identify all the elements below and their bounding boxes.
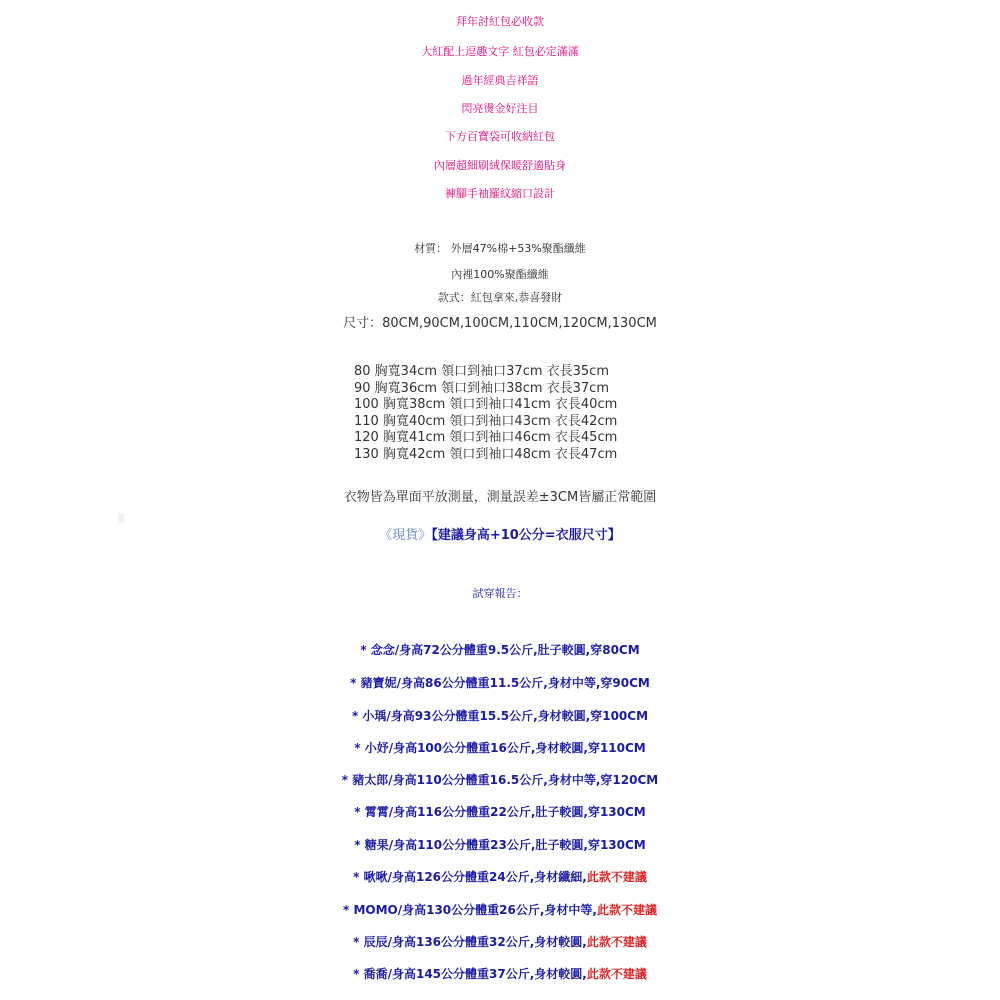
size-list: 尺寸：80CM,90CM,100CM,110CM,120CM,130CM bbox=[343, 316, 657, 331]
review-line: * 喬喬/身高145公分體重37公斤,身材較圓,此款不建議 bbox=[353, 967, 647, 981]
size-chart-row: 120 胸寬41cm 領口到袖口46cm 衣長45cm bbox=[354, 430, 618, 446]
stock-label: 《現貨》 bbox=[379, 528, 432, 543]
size-chart-row: 130 胸寬42cm 領口到袖口48cm 衣長47cm bbox=[354, 446, 618, 462]
review-line: * 念念/身高72公分體重9.5公斤,肚子較圓,穿80CM bbox=[360, 643, 640, 657]
review-line: * 豬寶妮/身高86公分體重11.5公斤,身材中等,穿90CM bbox=[350, 676, 650, 690]
review-title: 試穿報告： bbox=[472, 587, 528, 600]
feature-line: 過年經典吉祥語 bbox=[461, 74, 539, 87]
feature-line: 下方百寶袋可收納紅包 bbox=[445, 130, 555, 143]
review-line: * 小妤/身高100公分體重16公斤,身材較圓,穿110CM bbox=[354, 741, 646, 755]
review-line: * 霄霄/身高116公分體重22公斤,肚子較圓,穿130CM bbox=[354, 805, 646, 819]
not-recommended-label: 此款不建議 bbox=[586, 870, 647, 884]
material-outer: 材質： 外層47%棉+53%聚酯纖維 bbox=[414, 242, 586, 255]
feature-line: 閃亮燙金好注目 bbox=[461, 102, 539, 115]
review-line: * MOMO/身高130公分體重26公斤,身材中等,此款不建議 bbox=[342, 903, 657, 917]
size-chart-row: 90 胸寬36cm 領口到袖口38cm 衣長37cm bbox=[354, 380, 609, 396]
review-line: * 啾啾/身高126公分體重24公斤,身材纖細,此款不建議 bbox=[353, 870, 647, 884]
style-text: 款式：紅包拿來,恭喜發財 bbox=[437, 291, 563, 304]
size-chart-row: 110 胸寬40cm 領口到袖口43cm 衣長42cm bbox=[354, 413, 618, 429]
feature-line: 褲腳手袖羅紋縮口設計 bbox=[445, 187, 555, 200]
height-advice: 【建議身高+10公分=衣服尺寸】 bbox=[431, 528, 621, 543]
material-inner: 內裡100%聚酯纖維 bbox=[451, 268, 549, 281]
review-line: * 豬太郎/身高110公分體重16.5公斤,身材中等,穿120CM bbox=[341, 773, 659, 787]
feature-line: 內層超細刷絨保暖舒適貼身 bbox=[434, 159, 566, 172]
stray-mark bbox=[118, 513, 124, 523]
review-line: * 小瑀/身高93公分體重15.5公斤,身材較圓,穿100CM bbox=[351, 709, 649, 723]
review-line: * 辰辰/身高136公分體重32公斤,身材較圓,此款不建議 bbox=[353, 935, 647, 949]
review-line: * 糖果/身高110公分體重23公斤,肚子較圓,穿130CM bbox=[354, 838, 646, 852]
not-recommended-label: 此款不建議 bbox=[586, 967, 647, 981]
size-chart-row: 80 胸寬34cm 領口到袖口37cm 衣長35cm bbox=[354, 364, 609, 379]
size-chart-row: 100 胸寬38cm 領口到袖口41cm 衣長40cm bbox=[354, 397, 618, 413]
feature-line: 大紅配上逗趣文字 紅包必定滿滿 bbox=[421, 45, 579, 58]
not-recommended-label: 此款不建議 bbox=[596, 903, 657, 917]
feature-line: 拜年討紅包必收款 bbox=[456, 15, 544, 28]
size-chart bbox=[354, 364, 654, 464]
stock-advice bbox=[0, 524, 1000, 543]
measure-note: 衣物皆為單面平放測量，測量誤差±3CM皆屬正常範圍 bbox=[343, 490, 657, 505]
not-recommended-label: 此款不建議 bbox=[586, 935, 647, 949]
